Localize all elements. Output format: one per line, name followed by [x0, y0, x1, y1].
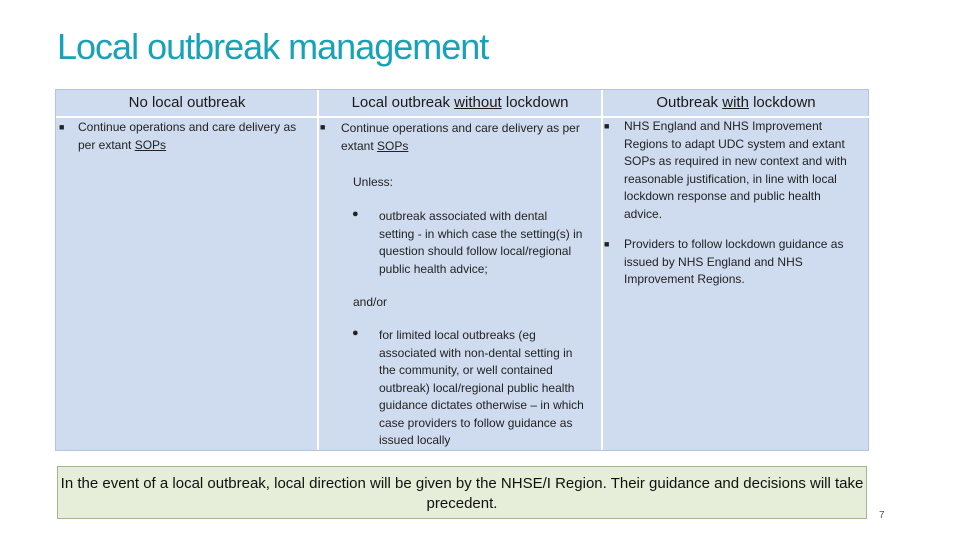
bullet-line: Regions to adapt UDC system and extant: [624, 136, 845, 151]
bullet-line: setting - in which case the setting(s) in: [379, 226, 583, 241]
dot-bullet-icon: ●: [352, 208, 359, 220]
col2-line: [341, 138, 601, 156]
bullet-line: Improvement Regions.: [624, 272, 745, 286]
bullet-line: public health advice;: [379, 261, 488, 276]
bullet-line: guidance dictates otherwise – in which: [379, 398, 584, 412]
column-header-with-lockdown: [602, 90, 870, 118]
col2-bullet1: [379, 208, 603, 278]
header-text: lockdown: [748, 94, 816, 111]
bullet-line: associated with non-dental setting in: [379, 345, 573, 360]
bullet-line: outbreak associated with dental: [379, 209, 548, 223]
dot-bullet-icon: ●: [352, 327, 359, 339]
bullet-line: question should follow local/regional: [379, 244, 572, 258]
bullet-line: advice.: [624, 206, 663, 221]
page-title: Local outbreak management: [57, 26, 489, 67]
outbreak-table: [55, 89, 869, 451]
page-number: 7: [879, 510, 885, 521]
square-bullet-icon: ■: [320, 122, 326, 132]
bullet-line: issued locally: [379, 433, 451, 447]
sops-link[interactable]: SOPs: [134, 137, 167, 152]
text: per extant: [78, 137, 135, 152]
square-bullet-icon: ■: [604, 239, 610, 249]
column-header-no-outbreak: [56, 90, 318, 118]
unless-label: Unless:: [353, 175, 394, 189]
bullet-line: NHS England and NHS Improvement: [624, 119, 823, 133]
col3-bullet2: [624, 236, 868, 289]
bullet-line: case providers to follow guidance as: [379, 415, 573, 430]
bullet-line: SOPs as required in new context and with: [624, 154, 847, 168]
square-bullet-icon: ■: [604, 121, 610, 131]
footer-note: In the event of a local outbreak, local direction will be given by the NHSE/I Region. Their guidance and decisions will take precedent.: [57, 466, 867, 519]
header-emphasis: without: [454, 94, 502, 111]
sops-link[interactable]: SOPs: [377, 138, 409, 153]
header-text: Outbreak: [656, 94, 723, 111]
col1-line: Continue operations and care delivery as: [78, 120, 297, 134]
bullet-line: Providers to follow lockdown guidance as: [624, 237, 844, 251]
bullet-line: issued by NHS England and NHS: [624, 254, 803, 269]
col2-text: [341, 120, 601, 155]
bullet-line: the community, or well contained: [379, 363, 553, 377]
and-or-label: and/or: [353, 295, 388, 309]
bullet-line: lockdown response and public health: [624, 189, 821, 203]
col2-bullet2: [379, 327, 603, 450]
header-text: lockdown: [501, 94, 569, 111]
header-text: Local outbreak: [351, 94, 455, 111]
col3-bullet1: [624, 118, 868, 223]
bullet-line: outbreak) local/regional public health: [379, 380, 575, 395]
header-emphasis: with: [722, 94, 749, 111]
col2-line: Continue operations and care delivery as per: [341, 121, 580, 135]
col1-text: [78, 119, 318, 154]
square-bullet-icon: ■: [59, 122, 65, 132]
header-text: No local outbreak: [128, 94, 246, 111]
column-header-without-lockdown: [318, 90, 602, 118]
bullet-line: for limited local outbreaks (eg: [379, 328, 536, 342]
col1-line: [78, 137, 318, 155]
text: extant: [341, 138, 378, 153]
bullet-line: reasonable justification, in line with local: [624, 171, 837, 186]
